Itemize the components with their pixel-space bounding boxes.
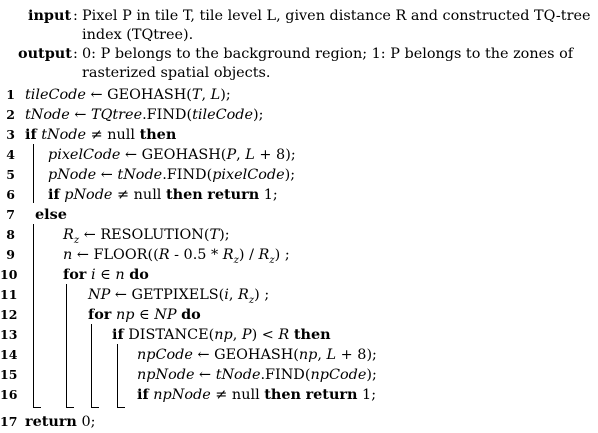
code-line-9 [0,245,598,265]
code-text: else [35,206,67,223]
output-description-line1: 0: P belongs to the background region; 1: P belongs to the zones of [82,46,574,62]
code-line-13 [0,325,598,345]
code-line-10 [0,265,598,285]
code-line-17 [0,412,598,432]
code-text: if DISTANCE(np, P) < R then [112,326,331,343]
code-text: return 0; [25,413,96,430]
code-line-15 [0,365,598,385]
for-np-block-bar [91,324,92,408]
output-row-2 [0,63,598,83]
if-block-bar [33,144,34,203]
code-text: pNode ← tNode.FIND(pixelCode); [48,167,296,183]
line-number: 6 [6,187,15,202]
code-line-12 [0,305,598,325]
code-line-3 [0,125,598,145]
line-number: 8 [6,227,15,242]
code-text: tNode ← TQtree.FIND(tileCode); [25,107,264,123]
line-number: 4 [6,147,15,162]
else-block-bar [33,224,34,408]
line-number: 1 [6,87,15,102]
line-number: 2 [6,107,15,122]
code-line-14 [0,345,598,365]
code-line-16 [0,385,598,405]
code-text: if npNode ≠ null then return 1; [137,386,377,403]
if-distance-block-bar [117,344,118,408]
else-block-end [33,407,41,408]
code-line-1 [0,85,598,105]
line-number: 5 [6,167,15,182]
code-line-7 [0,205,598,225]
input-row [0,6,598,26]
output-label: output [18,45,72,62]
code-text: for i ∈ n do [63,266,149,283]
input-description-line1: Pixel P in tile T, tile level L, given distance R and constructed TQ-tree [82,8,591,24]
code-text: n ← FLOOR((R - $0.5 * R_z) / R_z$) ; [63,247,290,266]
line-number: 11 [0,287,18,302]
input-label: input [28,7,72,24]
code-line-4 [0,145,598,165]
for-i-block-end [66,407,74,408]
code-text: if pNode ≠ null then return 1; [48,186,278,203]
line-number: 16 [0,387,18,402]
code-text: for np ∈ NP do [88,306,201,323]
code-text: tileCode ← GEOHASH(T, L); [25,87,231,103]
line-number: 17 [0,414,18,429]
code-text: pixelCode ← GEOHASH(P, L + 8); [48,147,296,163]
for-np-block-end [91,407,99,408]
input-colon: : [73,8,78,24]
code-line-2 [0,105,598,125]
code-text: if tNode ≠ null then [25,126,177,143]
line-number: 7 [6,207,15,222]
line-number: 12 [0,307,18,322]
line-number: 3 [6,127,15,142]
for-i-block-bar [66,284,67,408]
output-colon: : [73,46,78,62]
line-number: 14 [0,347,18,362]
if-distance-block-end [117,407,125,408]
line-number: 15 [0,367,18,382]
code-line-8 [0,225,598,245]
line-number: 13 [0,327,18,342]
code-text: npNode ← tNode.FIND(npCode); [137,367,377,383]
input-row-2 [0,25,598,45]
code-text: NP ← GETPIXELS(i, $R_z$) ; [88,287,270,306]
code-line-6 [0,185,598,205]
output-row [0,44,598,64]
code-text: npCode ← GEOHASH(np, L + 8); [137,347,377,363]
input-description-line2: index (TQtree). [82,27,194,43]
code-line-5 [0,165,598,185]
output-description-line2: rasterized spatial objects. [82,65,271,81]
code-text: $R_z$ ← RESOLUTION(T); [63,227,230,246]
line-number: 10 [0,267,18,282]
line-number: 9 [6,247,15,262]
code-line-11 [0,285,598,305]
